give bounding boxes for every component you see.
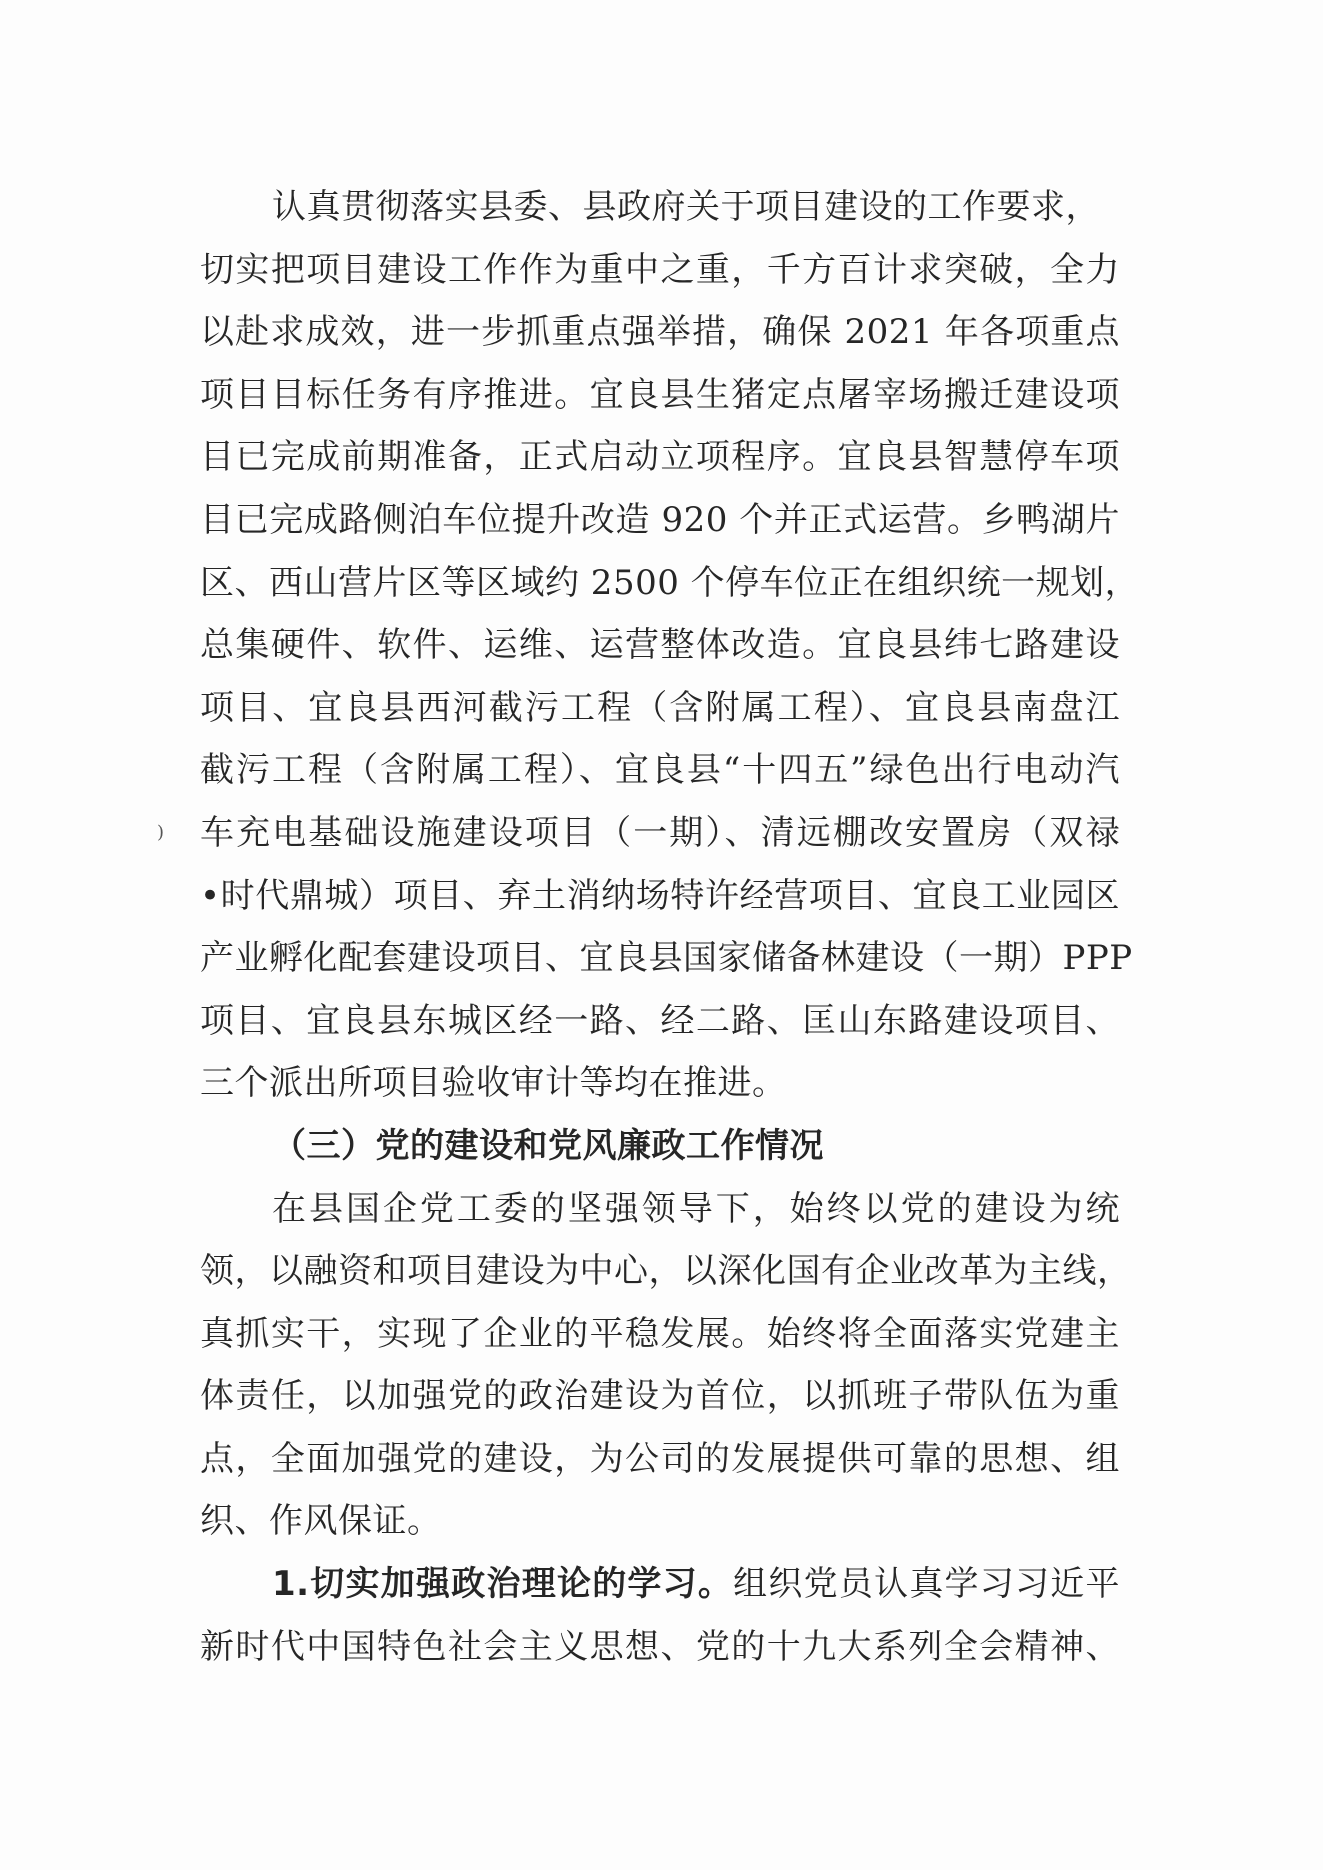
text-line: 以赴求成效，进一步抓重点强举措，确保 2021 年各项重点 [200, 312, 1120, 353]
text-line: 织、作风保证。 [200, 1501, 442, 1542]
paragraph-item-one [200, 1553, 1120, 1678]
item-lead: 1.切实加强政治理论的学习。 [272, 1564, 734, 1605]
section-heading: （三）党的建设和党风廉政工作情况 [272, 1125, 824, 1166]
text-line: 认真贯彻落实县委、县政府关于项目建设的工作要求， [272, 187, 1100, 227]
item-text: 组织党员认真学习习近平 [733, 1564, 1120, 1605]
text-line: 点，全面加强党的建设，为公司的发展提供可靠的思想、组 [200, 1438, 1120, 1479]
document-body [200, 176, 1140, 1678]
text-line: 目已完成路侧泊车位提升改造 920 个并正式运营。乡鸭湖片 [200, 499, 1120, 540]
text-line: 切实把项目建设工作作为重中之重，千方百计求突破，全力 [200, 249, 1120, 290]
text-line: •时代鼎城）项目、弃土消纳场特许经营项目、宜良工业园区 [200, 875, 1120, 916]
text-line: 项目、宜良县东城区经一路、经二路、匡山东路建设项目、 [200, 1000, 1120, 1041]
text-line: 新时代中国特色社会主义思想、党的十九大系列全会精神、 [200, 1626, 1120, 1667]
text-line: 真抓实干，实现了企业的平稳发展。始终将全面落实党建主 [200, 1313, 1120, 1354]
paragraph-party-building [200, 1178, 1132, 1554]
paragraph-project-progress [200, 176, 1140, 1115]
text-line: 区、西山营片区等区域约 2500 个停车位正在组织统一规划， [200, 562, 1140, 603]
text-line [200, 1553, 1120, 1616]
text-line: 体责任，以加强党的政治建设为首位，以抓班子带队伍为重 [200, 1376, 1120, 1417]
text-line: 车充电基础设施建设项目（一期）、清远棚改安置房（双禄 [200, 812, 1120, 853]
margin-mark: ) [157, 822, 165, 843]
text-line: 总集硬件、软件、运维、运营整体改造。宜良县纬七路建设 [200, 625, 1120, 666]
text-line: 三个派出所项目验收审计等均在推进。 [200, 1063, 787, 1104]
text-line: 在县国企党工委的坚强领导下，始终以党的建设为统 [272, 1188, 1120, 1229]
text-line: 产业孵化配套建设项目、宜良县国家储备林建设（一期）PPP [200, 938, 1133, 979]
text-line: 目已完成前期准备，正式启动立项程序。宜良县智慧停车项 [200, 437, 1120, 478]
text-line: 截污工程（含附属工程）、宜良县“十四五”绿色出行电动汽 [200, 750, 1120, 791]
text-line: 项目、宜良县西河截污工程（含附属工程）、宜良县南盘江 [200, 687, 1120, 728]
text-line: 领，以融资和项目建设为中心，以深化国有企业改革为主线， [200, 1251, 1132, 1292]
text-line: 项目目标任务有序推进。宜良县生猪定点屠宰场搬迁建设项 [200, 374, 1120, 415]
